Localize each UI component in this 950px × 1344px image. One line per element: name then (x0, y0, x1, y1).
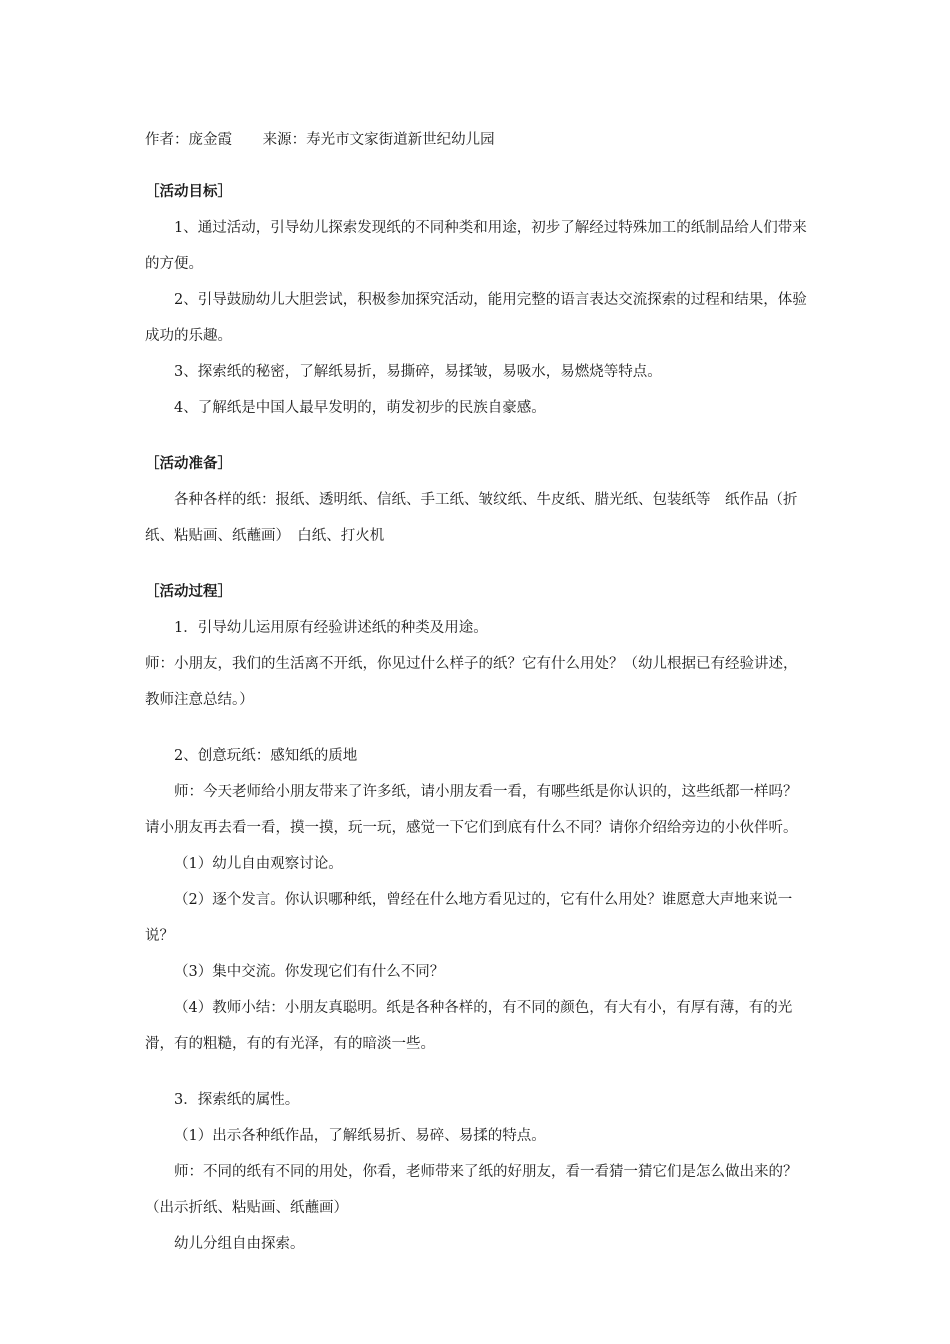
goal-item: 1、通过活动，引导幼儿探索发现纸的不同种类和用途，初步了解经过特殊加工的纸制品给人们带来的方便。 (145, 220, 807, 272)
step3-title: 3．探索纸的属性。 (174, 1092, 300, 1108)
step2-item: （3）集中交流。你发现它们有什么不同？ (174, 964, 445, 980)
author-source-line (145, 122, 809, 158)
step3-end: 幼儿分组自由探索。 (174, 1236, 305, 1252)
author: 作者：庞金霞 (145, 132, 232, 148)
goal-item: 4、了解纸是中国人最早发明的，萌发初步的民族自豪感。 (174, 400, 546, 416)
step2-text: 师：今天老师给小朋友带来了许多纸，请小朋友看一看，有哪些纸是你认识的，这些纸都一样吗？请小朋友再去看一看，摸一摸，玩一玩，感觉一下它们到底有什么不同？请你介绍给旁边的小伙伴听。 (145, 784, 798, 836)
document-page (145, 122, 809, 1262)
step2-item: （1）幼儿自由观察讨论。 (174, 856, 343, 872)
step3-sub1: （1）出示各种纸作品，了解纸易折、易碎、易揉的特点。 (174, 1128, 546, 1144)
section-heading-process: ［活动过程］ (145, 584, 232, 600)
section-heading-goals: ［活动目标］ (145, 184, 232, 200)
step3-text: 师：不同的纸有不同的用处，你看，老师带来了纸的好朋友，看一看猜一猜它们是怎么做出来的？（出示折纸、粘贴画、纸蘸画） (145, 1164, 798, 1216)
source: 来源：寿光市文家街道新世纪幼儿园 (262, 132, 495, 148)
step1-text: 师：小朋友，我们的生活离不开纸，你见过什么样子的纸？它有什么用处？（幼儿根据已有经验讲述，教师注意总结。） (145, 656, 798, 708)
step2-item: （2）逐个发言。你认识哪种纸，曾经在什么地方看见过的，它有什么用处？谁愿意大声地来说一说？ (145, 892, 793, 944)
step2-item: （4）教师小结：小朋友真聪明。纸是各种各样的，有不同的颜色，有大有小，有厚有薄，有的光滑，有的粗糙，有的有光泽，有的暗淡一些。 (145, 1000, 793, 1052)
goal-item: 3、探索纸的秘密，了解纸易折，易撕碎，易揉皱，易吸水，易燃烧等特点。 (174, 364, 662, 380)
step1-title: 1．引导幼儿运用原有经验讲述纸的种类及用途。 (174, 620, 488, 636)
section-heading-prep: ［活动准备］ (145, 456, 232, 472)
prep-text: 各种各样的纸：报纸、透明纸、信纸、手工纸、皱纹纸、牛皮纸、腊光纸、包装纸等 纸作品（折纸、粘贴画、纸蘸画） 白纸、打火机 (145, 492, 798, 544)
step2-title: 2、创意玩纸：感知纸的质地 (174, 748, 358, 764)
goal-item: 2、引导鼓励幼儿大胆尝试，积极参加探究活动，能用完整的语言表达交流探索的过程和结果，体验成功的乐趣。 (145, 292, 807, 344)
